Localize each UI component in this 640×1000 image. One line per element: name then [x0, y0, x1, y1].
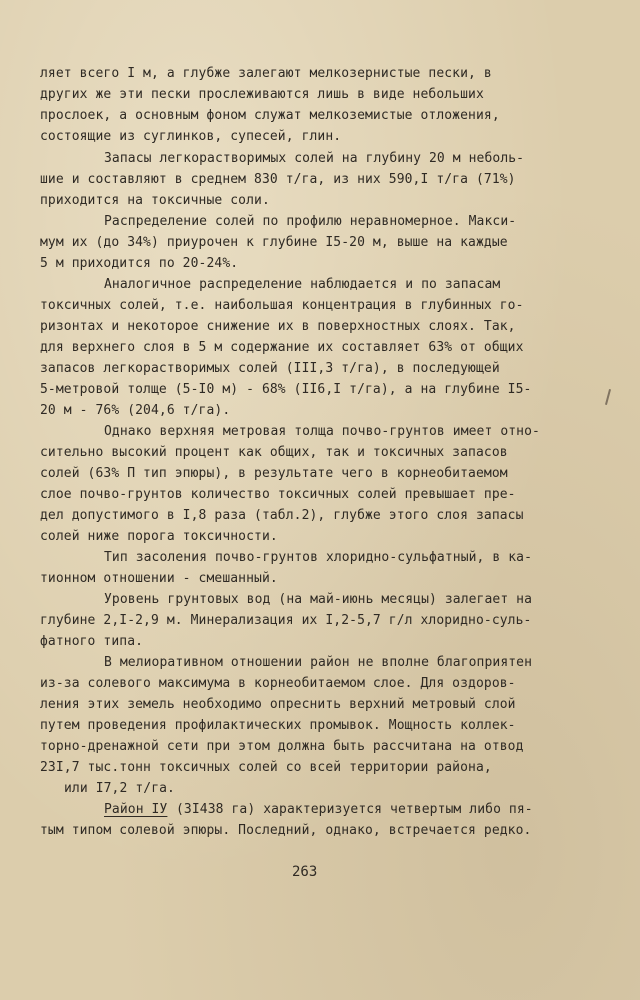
margin-mark	[605, 389, 611, 405]
text-line: сительно высокий процент как общих, так и токсичных запасов	[40, 445, 508, 460]
text-line: фатного типа.	[40, 634, 144, 649]
text-line: ления этих земель необходимо опреснить верхний метровый слой	[40, 697, 516, 712]
text-line: торно-дренажной сети при этом должна быть рассчитана на отвод	[40, 739, 524, 754]
text-line: других же эти пески прослеживаются лишь в виде небольших	[40, 87, 484, 102]
text-line: приходится на токсичные соли.	[40, 193, 270, 208]
text-line: тым типом солевой эпюры. Последний, однако, встречается редко.	[40, 823, 532, 838]
text-line: солей ниже порога токсичности.	[40, 529, 278, 544]
text-line: состоящие из суглинков, супесей, глин.	[40, 129, 342, 144]
text-line: запасов легкорастворимых солей (III,3 т/га), в последующей	[40, 361, 500, 376]
text-line: из-за солевого максимума в корнеобитаемом слое. Для оздоров-	[40, 676, 516, 691]
text-line: 20 м - 76% (204,6 т/га).	[40, 403, 231, 418]
text-line: Запасы легкорастворимых солей на глубину 20 м неболь-	[104, 151, 525, 166]
text-line: 5 м приходится по 20-24%.	[40, 256, 239, 271]
region-heading: Район IУ	[104, 802, 168, 817]
text-line: мум их (до 34%) приурочен к глубине I5-20 м, выше на каждые	[40, 235, 508, 250]
text-line: путем проведения профилактических промывок. Мощность коллек-	[40, 718, 516, 733]
text-line: или I7,2 т/га.	[64, 781, 175, 796]
text-line: глубине 2,I-2,9 м. Минерализация их I,2-5,7 г/л хлоридно-суль-	[40, 613, 532, 628]
text-line: 23I,7 тыс.тонн токсичных солей со всей территории района,	[40, 760, 492, 775]
text-line: ляет всего I м, а глубже залегают мелкозернистые пески, в	[40, 66, 492, 81]
page-number: 263	[292, 864, 318, 880]
text-line: прослоек, а основным фоном служат мелкоземистые отложения,	[40, 108, 500, 123]
text-line: Аналогичное распределение наблюдается и по запасам	[104, 277, 501, 292]
text-line: В мелиоративном отношении район не вполне благоприятен	[104, 655, 533, 670]
text-line: слое почво-грунтов количество токсичных солей превышает пре-	[40, 487, 516, 502]
text-line: ризонтах и некоторое снижение их в поверхностных слоях. Так,	[40, 319, 516, 334]
text-line: (3I438 га) характеризуется четвертым либо пя-	[176, 802, 533, 817]
text-line: солей (63% П тип эпюры), в результате чего в корнеобитаемом	[40, 466, 508, 481]
text-line: Распределение солей по профилю неравномерное. Макси-	[104, 214, 517, 229]
text-line: Однако верхняя метровая толща почво-грунтов имеет отно-	[104, 424, 540, 439]
text-line: 5-метровой толще (5-I0 м) - 68% (II6,I т/га), а на глубине I5-	[40, 382, 532, 397]
text-line: дел допустимого в I,8 раза (табл.2), глубже этого слоя запасы	[40, 508, 524, 523]
text-line: шие и составляют в среднем 830 т/га, из них 590,I т/га (71%)	[40, 172, 516, 187]
text-line: Тип засоления почво-грунтов хлоридно-сульфатный, в ка-	[104, 550, 533, 565]
text-line: токсичных солей, т.е. наибольшая концентрация в глубинных го-	[40, 298, 524, 313]
text-line: для верхнего слоя в 5 м содержание их составляет 63% от общих	[40, 340, 524, 355]
text-line: тионном отношении - смешанный.	[40, 571, 278, 586]
text-line: Уровень грунтовых вод (на май-июнь месяцы) залегает на	[104, 592, 533, 607]
